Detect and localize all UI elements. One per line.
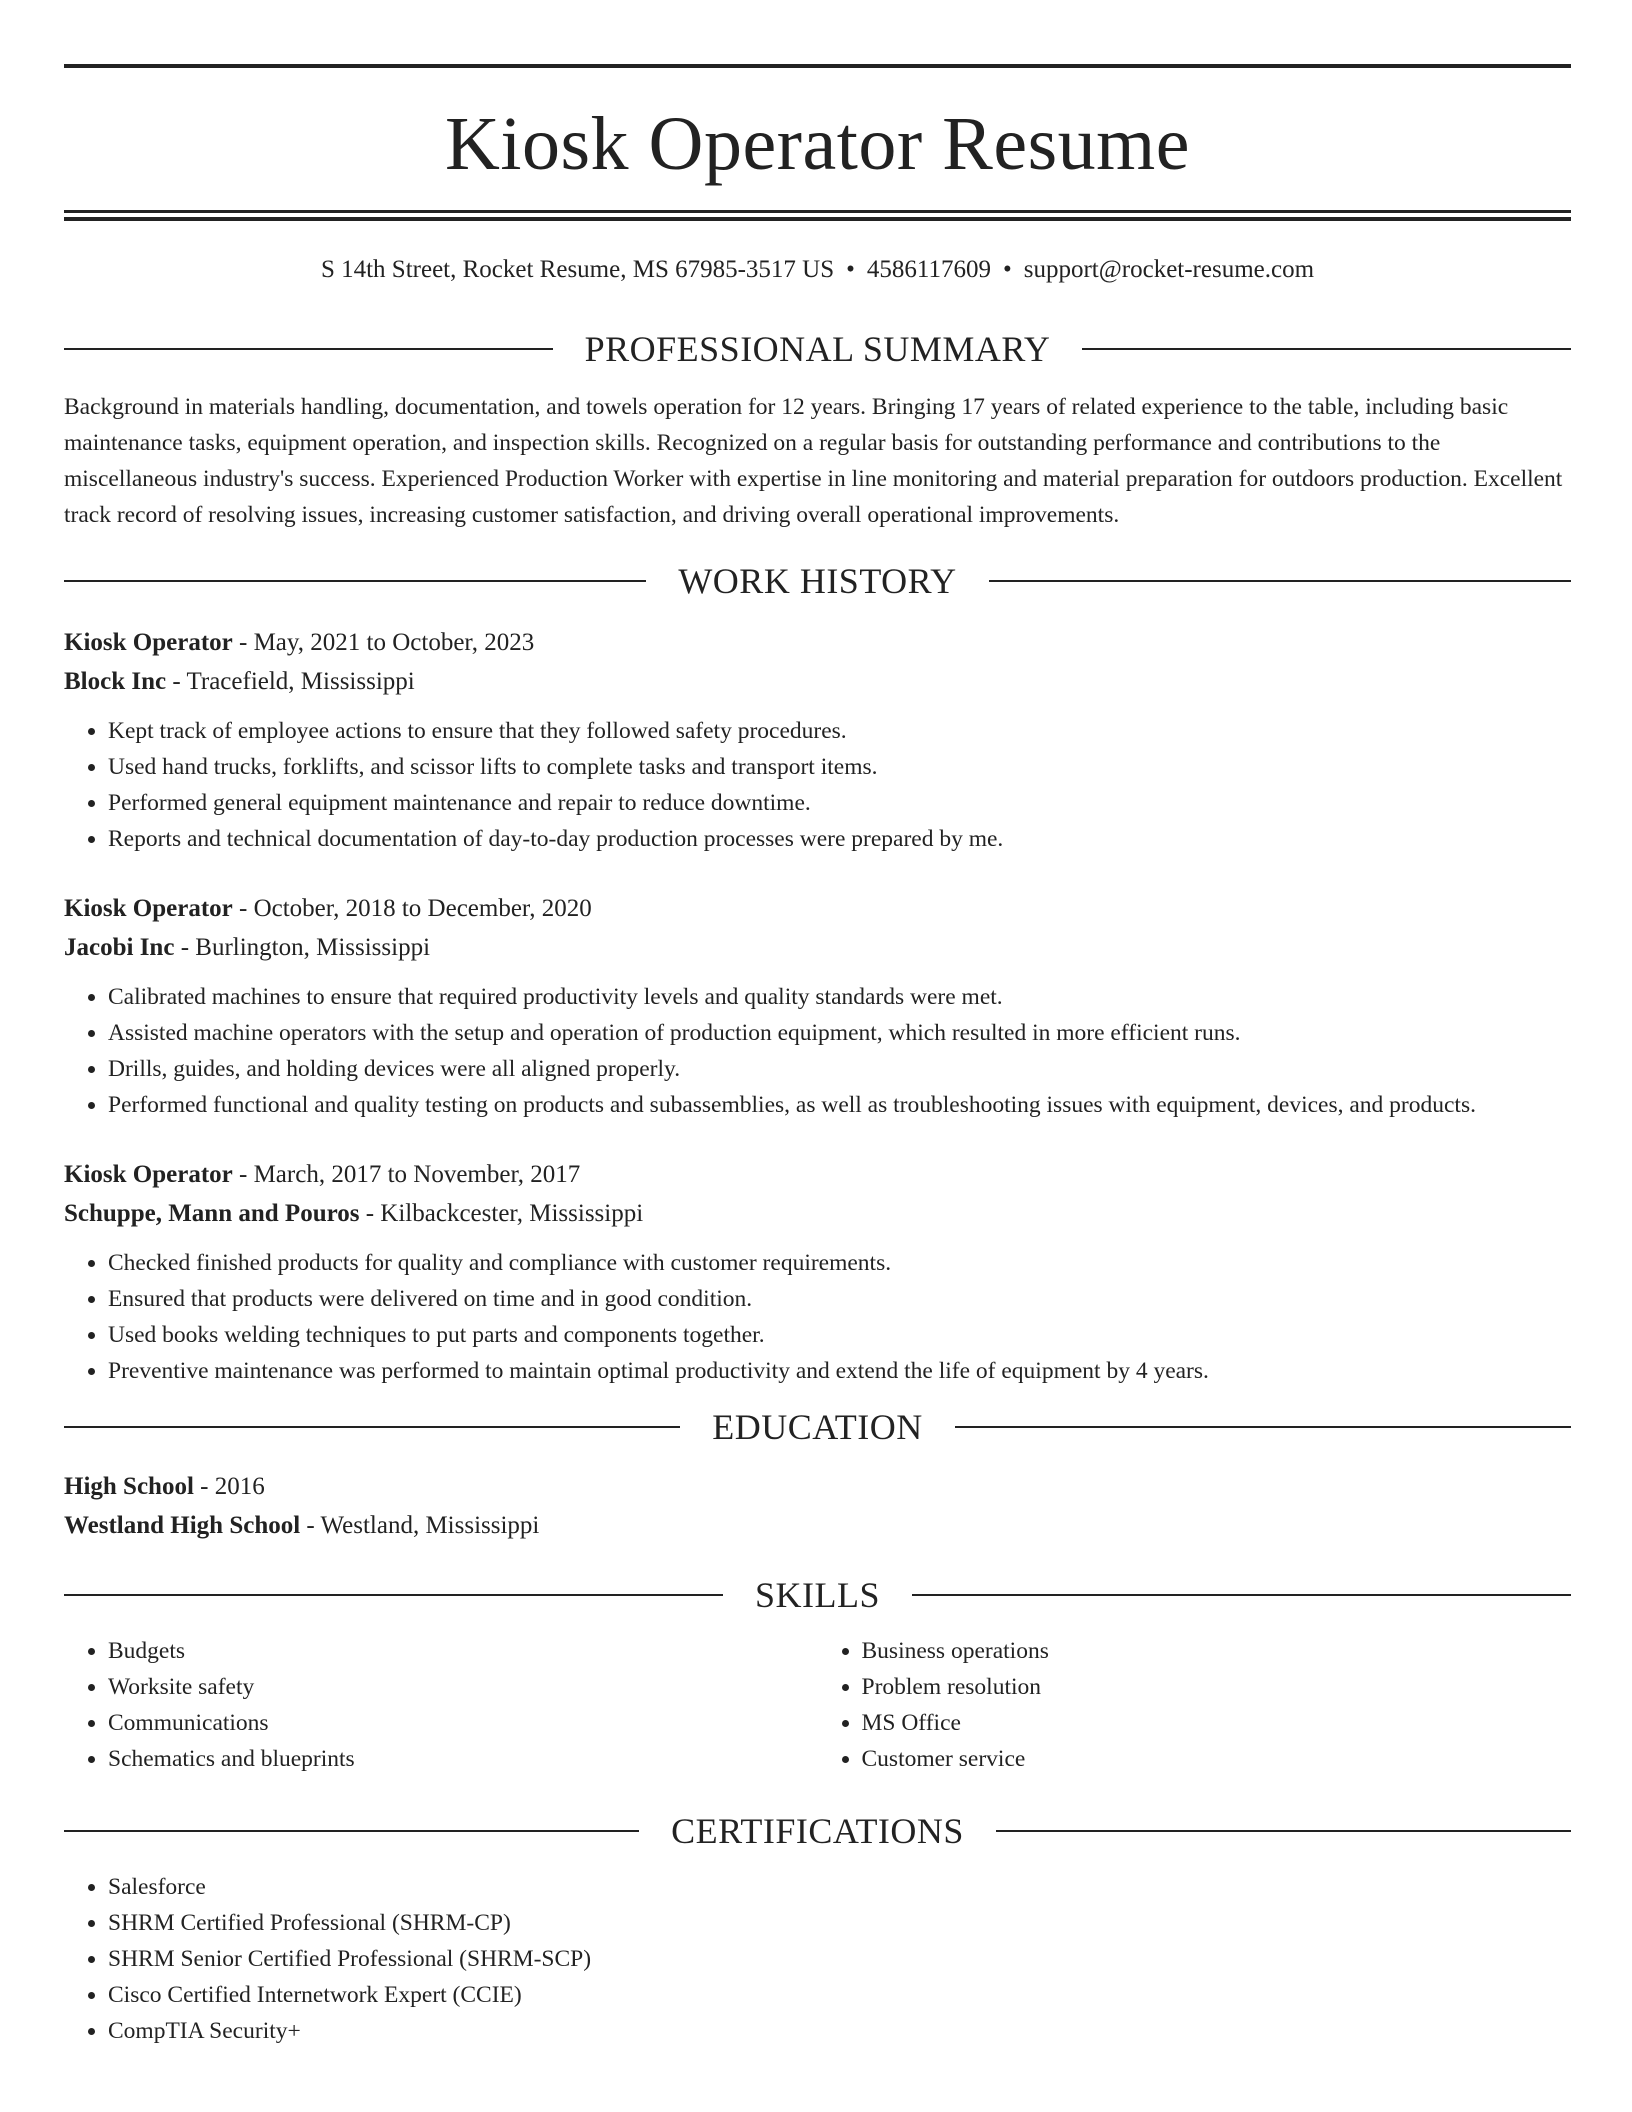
- heading-rule: [64, 1594, 723, 1596]
- contact-address: S 14th Street, Rocket Resume, MS 67985-3517 US: [320, 256, 835, 283]
- skills-list-right: [818, 1633, 1572, 1777]
- resume-title: Kiosk Operator Resume: [444, 102, 1190, 186]
- job-company-line: [64, 1194, 1571, 1233]
- education-degree-line: [64, 1467, 1571, 1506]
- job-title-line: [64, 1155, 1571, 1194]
- job-title: Kiosk Operator: [64, 895, 233, 922]
- job-entry: [64, 1155, 1571, 1389]
- contact-phone: 4586117609: [866, 256, 991, 283]
- heading-rule: [1082, 348, 1571, 350]
- skill-item: • MS Office: [862, 1705, 1572, 1741]
- section-title: SKILLS: [755, 1575, 881, 1615]
- job-company: Schuppe, Mann and Pouros: [64, 1200, 360, 1227]
- job-bullet: • Calibrated machines to ensure that required productivity levels and quality standards were met.: [108, 979, 1571, 1015]
- job-dates: - March, 2017 to November, 2017: [232, 1161, 581, 1188]
- job-bullet: • Preventive maintenance was performed to maintain optimal productivity and extend the life of equipment by 4 years.: [108, 1353, 1571, 1389]
- certification-item: • Cisco Certified Internetwork Expert (CCIE): [108, 1977, 1571, 2013]
- education-entry: [64, 1467, 1571, 1545]
- education-school-line: [64, 1506, 1571, 1545]
- skill-item: • Budgets: [108, 1633, 818, 1669]
- job-company: Jacobi Inc: [64, 934, 175, 961]
- job-bullet: • Reports and technical documentation of day-to-day production processes were prepared by me.: [108, 821, 1571, 857]
- skill-item: • Business operations: [862, 1633, 1572, 1669]
- section-title: WORK HISTORY: [678, 561, 957, 601]
- certification-item: • SHRM Certified Professional (SHRM-CP): [108, 1905, 1571, 1941]
- job-bullets: [64, 713, 1571, 857]
- job-title-line: [64, 889, 1571, 928]
- skill-item: • Worksite safety: [108, 1669, 818, 1705]
- job-entry: [64, 889, 1571, 1123]
- heading-rule: [912, 1594, 1571, 1596]
- skill-item: • Problem resolution: [862, 1669, 1572, 1705]
- job-company-line: [64, 928, 1571, 967]
- job-location: - Kilbackcester, Mississippi: [359, 1200, 644, 1227]
- job-location: - Tracefield, Mississippi: [166, 668, 415, 695]
- heading-rule: [64, 580, 646, 582]
- heading-rule: [64, 348, 553, 350]
- job-bullet: • Ensured that products were delivered on time and in good condition.: [108, 1281, 1571, 1317]
- certification-item: • Salesforce: [108, 1869, 1571, 1905]
- job-company-line: [64, 662, 1571, 701]
- job-location: - Burlington, Mississippi: [174, 934, 431, 961]
- contact-line: [64, 255, 1571, 285]
- job-bullet: • Drills, guides, and holding devices were all aligned properly.: [108, 1051, 1571, 1087]
- section-heading-skills: [64, 1575, 1571, 1615]
- job-title: Kiosk Operator: [64, 1161, 233, 1188]
- section-title: EDUCATION: [712, 1407, 923, 1447]
- contact-separator: •: [846, 256, 855, 283]
- title-double-rule: [64, 210, 1571, 221]
- job-bullet: • Performed general equipment maintenance and repair to reduce downtime.: [108, 785, 1571, 821]
- education-school: Westland High School: [64, 1512, 301, 1539]
- skills-list-left: [64, 1633, 818, 1777]
- resume-page: [64, 64, 1571, 2049]
- job-bullet: • Performed functional and quality testing on products and subassemblies, as well as troubleshooting issues with equipment, devices, and products.: [108, 1087, 1571, 1123]
- top-rule: [64, 64, 1571, 68]
- education-year: - 2016: [193, 1473, 265, 1500]
- heading-rule: [955, 1426, 1571, 1428]
- certification-item: • CompTIA Security+: [108, 2013, 1571, 2049]
- heading-rule: [64, 1830, 639, 1832]
- job-bullet: • Assisted machine operators with the setup and operation of production equipment, which resulted in more efficient runs.: [108, 1015, 1571, 1051]
- heading-rule: [989, 580, 1571, 582]
- section-heading-education: [64, 1407, 1571, 1447]
- section-title: PROFESSIONAL SUMMARY: [584, 329, 1051, 369]
- job-dates: - May, 2021 to October, 2023: [232, 629, 535, 656]
- education-degree: High School: [64, 1473, 194, 1500]
- education-location: - Westland, Mississippi: [300, 1512, 540, 1539]
- contact-separator: •: [1002, 256, 1012, 283]
- job-bullet: • Kept track of employee actions to ensure that they followed safety procedures.: [108, 713, 1571, 749]
- skill-item: • Customer service: [862, 1741, 1572, 1777]
- job-bullet: • Checked finished products for quality and compliance with customer requirements.: [108, 1245, 1571, 1281]
- job-bullets: [64, 1245, 1571, 1389]
- summary-text: Background in materials handling, documentation, and towels operation for 12 years. Bringing 17 years of related experience to the table, including basic maintenance tasks, equipment operation, and inspection skills. Recognized on a regular basis for outstanding performance and contributions to the miscellaneous industry's success. Experienced Production Worker with expertise in line monitoring and material preparation for outdoors production. Excellent track record of resolving issues, increasing customer satisfaction, and driving overall operational improvements.: [64, 394, 1563, 528]
- job-company: Block Inc: [64, 668, 167, 695]
- heading-rule: [996, 1830, 1571, 1832]
- job-bullet: • Used hand trucks, forklifts, and scissor lifts to complete tasks and transport items.: [108, 749, 1571, 785]
- job-entry: [64, 623, 1571, 857]
- job-dates: - October, 2018 to December, 2020: [232, 895, 592, 922]
- job-title: Kiosk Operator: [64, 629, 233, 656]
- section-heading-work-history: [64, 561, 1571, 601]
- skill-item: • Communications: [108, 1705, 818, 1741]
- section-title: CERTIFICATIONS: [671, 1811, 964, 1851]
- section-heading-summary: [64, 329, 1571, 369]
- skill-item: • Schematics and blueprints: [108, 1741, 818, 1777]
- certifications-list: [64, 1869, 1571, 2049]
- job-title-line: [64, 623, 1571, 662]
- job-bullets: [64, 979, 1571, 1123]
- skills-columns: [64, 1633, 1571, 1777]
- section-heading-certifications: [64, 1811, 1571, 1851]
- contact-email: support@rocket-resume.com: [1023, 256, 1315, 283]
- job-bullet: • Used books welding techniques to put parts and components together.: [108, 1317, 1571, 1353]
- certification-item: • SHRM Senior Certified Professional (SHRM-SCP): [108, 1941, 1571, 1977]
- heading-rule: [64, 1426, 680, 1428]
